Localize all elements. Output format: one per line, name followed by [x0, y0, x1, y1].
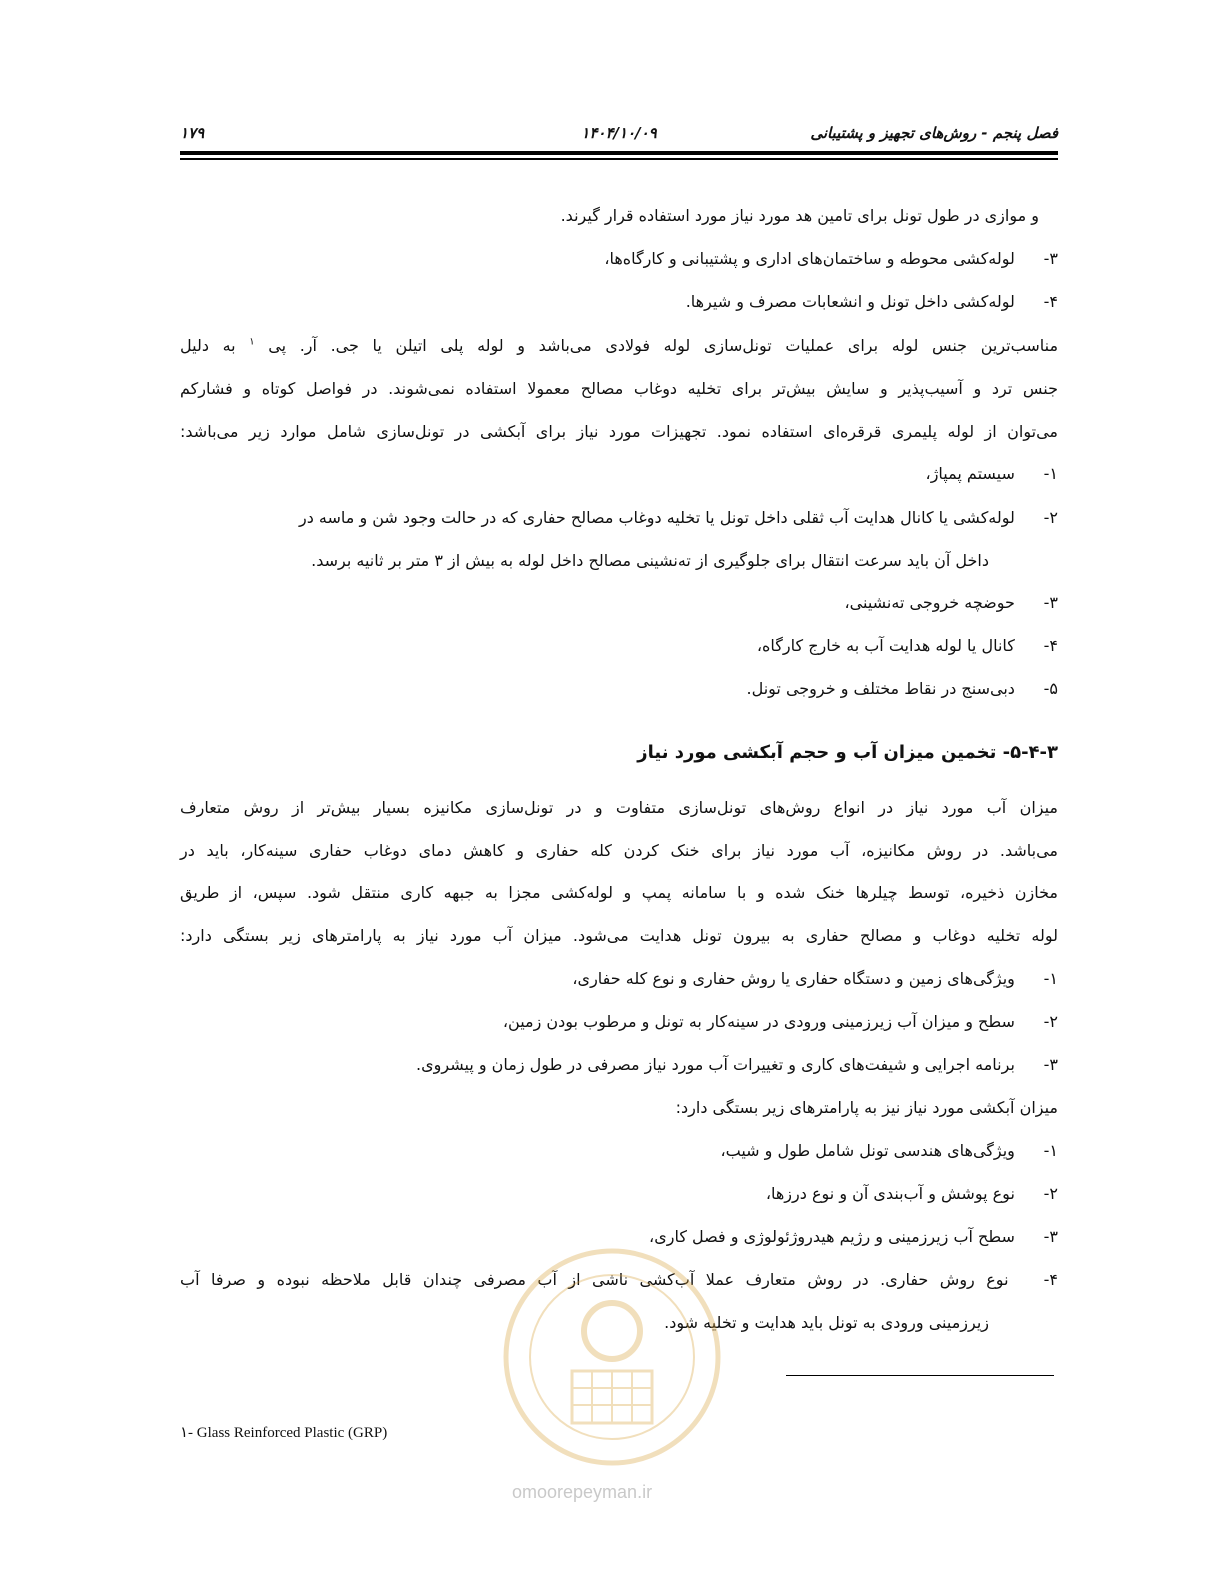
header-rule-thin	[180, 158, 1058, 160]
footnote: ۱- Glass Reinforced Plastic (GRP)	[180, 1425, 388, 1441]
list-item	[746, 678, 1058, 700]
paragraph-line: مخازن ذخیره، توسط چیلرها خنک شده و با سامانه پمپ و لوله‌کشی مجزا به جبهه کاری منتقل شود. سپس، از طریق	[180, 883, 1058, 902]
list-item-continuation: داخل آن باید سرعت انتقال برای جلوگیری از ته‌نشینی مصالح داخل لوله به بیش از ۳ متر بر ثانیه برسد.	[311, 551, 989, 570]
header-date: ۱۴۰۴/۱۰/۰۹	[581, 124, 657, 142]
paragraph-line: میزان آبکشی مورد نیاز نیز به پارامترهای زیر بستگی دارد:	[675, 1098, 1058, 1117]
paragraph-line: لوله تخلیه دوغاب و مصالح حفاری به بیرون تونل هدایت می‌شود. میزان آب مورد نیاز به پارامترهای زیر بستگی دارد:	[180, 926, 1058, 945]
list-number: ۲-	[1043, 1184, 1058, 1203]
line-text: به دلیل	[180, 336, 236, 355]
paragraph-line: میزان آب مورد نیاز در انواع روش‌های تونل‌سازی متفاوت و در تونل‌سازی مکانیزه بسیار بیش‌تر از روش متعارف	[180, 798, 1058, 817]
list-item	[686, 291, 1058, 313]
list-item-continuation: زیرزمینی ورودی به تونل باید هدایت و تخلیه شود.	[664, 1313, 989, 1332]
list-number: ۴-	[1043, 1270, 1059, 1289]
list-number: ۴-	[1043, 292, 1058, 311]
list-text: ویژگی‌های زمین و دستگاه حفاری یا روش حفاری و نوع کله حفاری،	[572, 969, 1015, 988]
list-text: لوله‌کشی داخل تونل و انشعابات مصرف و شیرها.	[685, 292, 1015, 311]
paragraph-line: می‌باشد. در روش مکانیزه، آب مورد نیاز برای خنک کردن کله حفاری و کاهش دمای دوغاب حفاری سینه‌کار، باید در	[180, 841, 1058, 860]
list-item	[416, 1054, 1058, 1076]
paragraph-line: و موازی در طول تونل برای تامین هد مورد نیاز مورد استفاده قرار گیرند.	[560, 206, 1039, 225]
paragraph-line	[180, 335, 1058, 357]
list-number: ۳-	[1043, 593, 1058, 612]
list-item	[766, 1183, 1058, 1205]
list-item	[720, 1140, 1058, 1162]
list-number: ۴-	[1043, 636, 1058, 655]
list-item	[299, 507, 1058, 529]
list-item	[926, 463, 1058, 485]
footnote-ref: ۱	[249, 336, 255, 348]
paragraph-line: جنس ترد و آسیب‌پذیر و سایش بیش‌تر برای تخلیه دوغاب مصالح معمولا استفاده نمی‌شوند. در فواصل کوتاه و فشارکم	[180, 379, 1058, 398]
list-item	[845, 592, 1059, 614]
list-number: ۳-	[1043, 1227, 1058, 1246]
header-rule-thick	[180, 151, 1058, 155]
list-text: لوله‌کشی یا کانال هدایت آب ثقلی داخل تونل یا تخلیه دوغاب مصالح حفاری که در حالت وجود شن و ماسه در	[298, 508, 1015, 527]
list-text: سطح و میزان آب زیرزمینی ورودی در سینه‌کار به تونل و مرطوب بودن زمین،	[502, 1012, 1015, 1031]
list-item	[572, 968, 1058, 990]
list-text: کانال یا لوله هدایت آب به خارج کارگاه،	[756, 636, 1015, 655]
list-text: سیستم پمپاژ،	[925, 464, 1015, 483]
list-number: ۳-	[1043, 1055, 1058, 1074]
list-text: سطح آب زیرزمینی و رژیم هیدروژئولوژی و فصل کاری،	[649, 1227, 1015, 1246]
list-text: دبی‌سنج در نقاط مختلف و خروجی تونل.	[746, 679, 1015, 698]
section-heading: ۵-۴-۳- تخمین میزان آب و حجم آبکشی مورد نیاز	[637, 742, 1058, 763]
line-text: مناسب‌ترین جنس لوله برای عملیات تونل‌سازی لوله فولادی می‌باشد و لوله پلی اتیلن یا جی. آر. پی	[268, 336, 1059, 355]
list-number: ۲-	[1043, 508, 1058, 527]
list-number: ۳-	[1043, 249, 1058, 268]
page-header	[180, 118, 1058, 146]
list-item	[604, 248, 1058, 270]
list-number: ۱-	[1043, 1141, 1058, 1160]
list-text: نوع روش حفاری. در روش متعارف عملا آب‌کشی ناشی از آب مصرفی چندان قابل ملاحظه نبوده و صرفا آب	[180, 1270, 1009, 1289]
list-text: برنامه اجرایی و شیفت‌های کاری و تغییرات آب مورد نیاز مصرفی در طول زمان و پیشروی.	[416, 1055, 1015, 1074]
list-number: ۵-	[1043, 679, 1058, 698]
list-text: حوضچه خروجی ته‌نشینی،	[844, 593, 1015, 612]
chapter-title: فصل پنجم - روش‌های تجهیز و پشتیبانی	[810, 124, 1058, 142]
list-item	[503, 1011, 1058, 1033]
list-item	[757, 635, 1058, 657]
page-number: ۱۷۹	[180, 124, 205, 142]
paragraph-line: می‌توان از لوله پلیمری قرقره‌ای استفاده نمود. تجهیزات مورد نیاز برای آبکشی در تونل‌سازی شامل موارد زیر می‌باشد:	[180, 422, 1058, 441]
watermark-url: omoorepeyman.ir	[512, 1482, 653, 1502]
seal-logo-icon	[498, 1233, 726, 1481]
list-text: نوع پوشش و آب‌بندی آن و نوع درزها،	[765, 1184, 1015, 1203]
footnote-rule	[786, 1375, 1054, 1376]
list-text: ویژگی‌های هندسی تونل شامل طول و شیب،	[720, 1141, 1015, 1160]
list-text: لوله‌کشی محوطه و ساختمان‌های اداری و پشتیبانی و کارگاه‌ها،	[604, 249, 1015, 268]
list-number: ۱-	[1043, 969, 1058, 988]
list-number: ۱-	[1043, 464, 1058, 483]
list-number: ۲-	[1043, 1012, 1058, 1031]
